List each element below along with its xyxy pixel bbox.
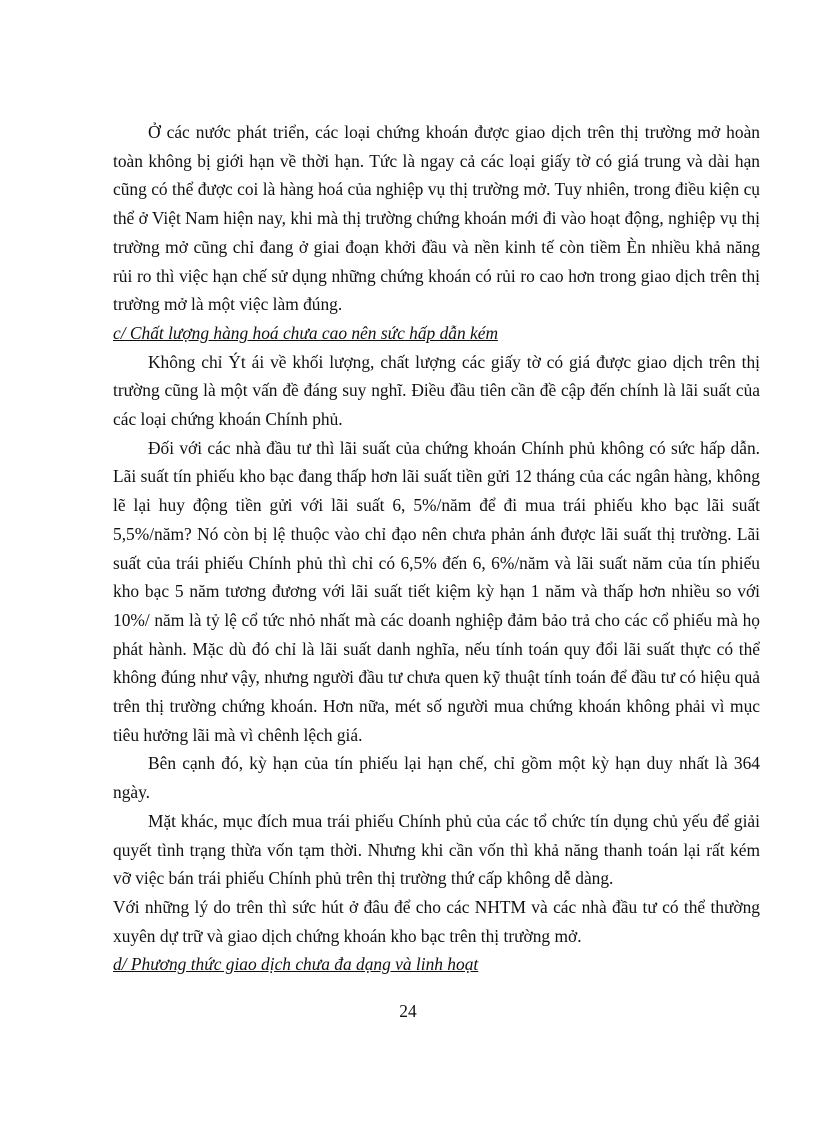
document-page xyxy=(113,118,760,979)
paragraph-term: Bên cạnh đó, kỳ hạn của tín phiếu lại hạn chế, chỉ gồm một kỳ hạn duy nhất là 364 ngày. xyxy=(113,753,760,803)
page-number: 24 xyxy=(399,1001,417,1021)
paragraph-developed-countries: Ở các nước phát triển, các loại chứng khoán được giao dịch trên thị trường mở hoàn toàn không bị giới hạn về thời hạn. Tức là ngay cả các loại giấy tờ có giá trung và dài hạn cũng có thể được coi là hàng hoá của nghiệp vụ thị trường mở. Tuy nhiên, trong điều kiện cụ thể ở Việt Nam hiện nay, khi mà thị trường chứng khoán mới đi vào hoạt động, nghiệp vụ thị trường mở cũng chỉ đang ở giai đoạn khởi đầu và nền kinh tế còn tiềm Èn nhiều khả năng rủi ro thì việc hạn chế sử dụng những chứng khoán có rủi ro cao hơn trong giao dịch trên thị trường mở là một việc làm đúng. xyxy=(113,122,760,315)
section-heading-c: c/ Chất lượng hàng hoá chưa cao nên sức hấp dẫn kém xyxy=(113,322,499,343)
paragraph-interest-rates: Đối với các nhà đầu tư thì lãi suất của chứng khoán Chính phủ không có sức hấp dẫn. Lãi suất tín phiếu kho bạc đang thấp hơn lãi suất tiền gửi 12 tháng của các ngân hàng, không lẽ lại huy động tiền gửi với lãi suất 6, 5%/năm để đi mua trái phiếu kho bạc lãi suất 5,5%/năm? Nó còn bị lệ thuộc vào chỉ đạo nên chưa phản ánh được lãi suất thị trường. Lãi suất của trái phiếu Chính phủ thì chỉ có 6,5% đến 6, 6%/năm và lãi suất năm của tín phiếu kho bạc 5 năm tương đương với lãi suất tiết kiệm kỳ hạn 1 năm và thấp hơn nhiều so với 10%/ năm là tỷ lệ cổ tức nhỏ nhất mà các doanh nghiệp đảm bảo trả cho các cổ phiếu mà họ phát hành. Mặc dù đó chỉ là lãi suất danh nghĩa, nếu tính toán quy đổi lãi suất thực có thể không đúng như vậy, nhưng người đầu tư chưa quen kỹ thuật tính toán để đầu tư có hiệu quả trên thị trường chứng khoán. Hơn nữa, mét số người mua chứng khoán không phải vì mục tiêu hưởng lãi mà vì chênh lệch giá. xyxy=(113,437,760,745)
paragraph-purpose: Mặt khác, mục đích mua trái phiếu Chính phủ của các tổ chức tín dụng chủ yếu để giải quyết tình trạng thừa vốn tạm thời. Nhưng khi cần vốn thì khả năng thanh toán lại rất kém vỡ việc bán trái phiếu Chính phủ trên thị trường thứ cấp không dễ dàng. xyxy=(113,810,760,889)
paragraph-quality: Không chỉ Ýt ái về khối lượng, chất lượng các giấy tờ có giá được giao dịch trên thị trường cũng là một vấn đề đáng suy nghĩ. Điều đầu tiên cần đề cập đến chính là lãi suất của các loại chứng khoán Chính phủ. xyxy=(113,351,760,430)
section-heading-d: d/ Phương thức giao dịch chưa đa dạng và linh hoạt xyxy=(113,954,479,975)
paragraph-conclusion: Với những lý do trên thì sức hút ở đâu để cho các NHTM và các nhà đầu tư có thể thường xuyên dự trữ và giao dịch chứng khoán kho bạc trên thị trường mở. xyxy=(113,896,760,946)
